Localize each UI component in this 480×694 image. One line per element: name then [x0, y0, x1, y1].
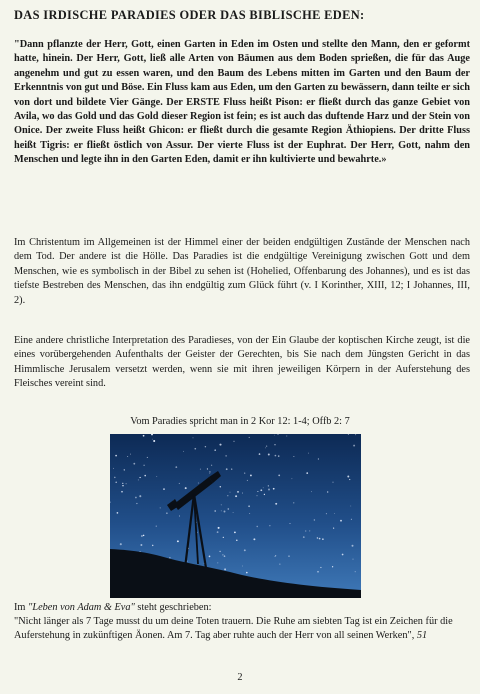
- page-number: 2: [237, 672, 243, 683]
- paragraph-coptic-interpretation: Eine andere christliche Interpretation des Paradieses, von der Ein Glaube der koptischen Kirche zeugt, ist die eines vorübergehenden Aufenthalts der Geister der Gerechten, bis Sie nach dem Jüngsten Gericht in das Himmlische Jerusalem versetzt werden, wenn sie mit ihren jeweiligen Körpern in der Auferstehung des Fleisches vereint sind.: [14, 335, 470, 390]
- telescope-night-sky-image: [110, 434, 361, 598]
- intro-suffix: steht geschrieben:: [134, 602, 212, 613]
- intro-prefix: Im: [14, 602, 29, 613]
- image-caption: Vom Paradies spricht man in 2 Kor 12: 1-4; Offb 2: 7: [130, 416, 350, 427]
- source-title: "Leben von Adam & Eva": [28, 602, 135, 613]
- source-intro: [14, 601, 470, 615]
- adam-eva-quote: [14, 615, 470, 644]
- page-title: DAS IRDISCHE PARADIES ODER DAS BIBLISCHE EDEN:: [14, 8, 365, 22]
- adam-eva-quote-text: "Nicht länger als 7 Tage musst du um deine Toten trauern. Die Ruhe am siebten Tag ist ein Zeichen für die Auferstehung in zukünftigen Äonen. Am 7. Tag aber ruhte auch der Herr von all seinen Werken",: [14, 616, 453, 642]
- adam-eva-reference: 51: [416, 630, 428, 642]
- genesis-quote: "Dann pflanzte der Herr, Gott, einen Garten in Eden im Osten und stellte den Mann, den er geformt hatte, hinein. Der Herr, Gott, ließ alle Arten von Bäumen aus dem Boden sprießen, die für das Auge angenehm und gut zu essen waren, und den Baum des Lebens mitten im Garten und den Baum der Erkenntnis von gut und Böse. Ein Fluss kam aus Eden, um den Garten zu bewässern, dann teilte er sich von dort und bildete Vier Gänge. Der ERSTE Fluss heißt Pison: er fließt durch das ganze Gebiet von Avila, wo das Gold und das Gold dieser Region ist fein; es ist auch das duftende Harz und der Stein von Onice. Der zweite Fluss heißt Ghicon: er fließt durch die gesamte Region Äthiopiens. Der dritte Fluss heißt Tigris: er fließt östlich von Assur. Der vierte Fluss ist der Euphrat. Der Herr, Gott, nahm den Menschen und legte ihn in den Garten Eden, damit er ihn kultivierte und bewahrte.»: [14, 39, 470, 166]
- paragraph-heaven-christianity: Im Christentum im Allgemeinen ist der Himmel einer der beiden endgültigen Zustände der Menschen nach dem Tod. Der andere ist die Hölle. Das Paradies ist die endgültige Vereinigung zwischen Gott und dem Menschen, wie es symbolisch in der Bibel zu sehen ist (Hohelied, Offenbarung des Johannes), und es ist das tiefste Bestreben des Menschen, das ihn endgültig zum Glück führt (v. I Korinther, XIII, 12; I Johannes, III, 2).: [14, 237, 470, 306]
